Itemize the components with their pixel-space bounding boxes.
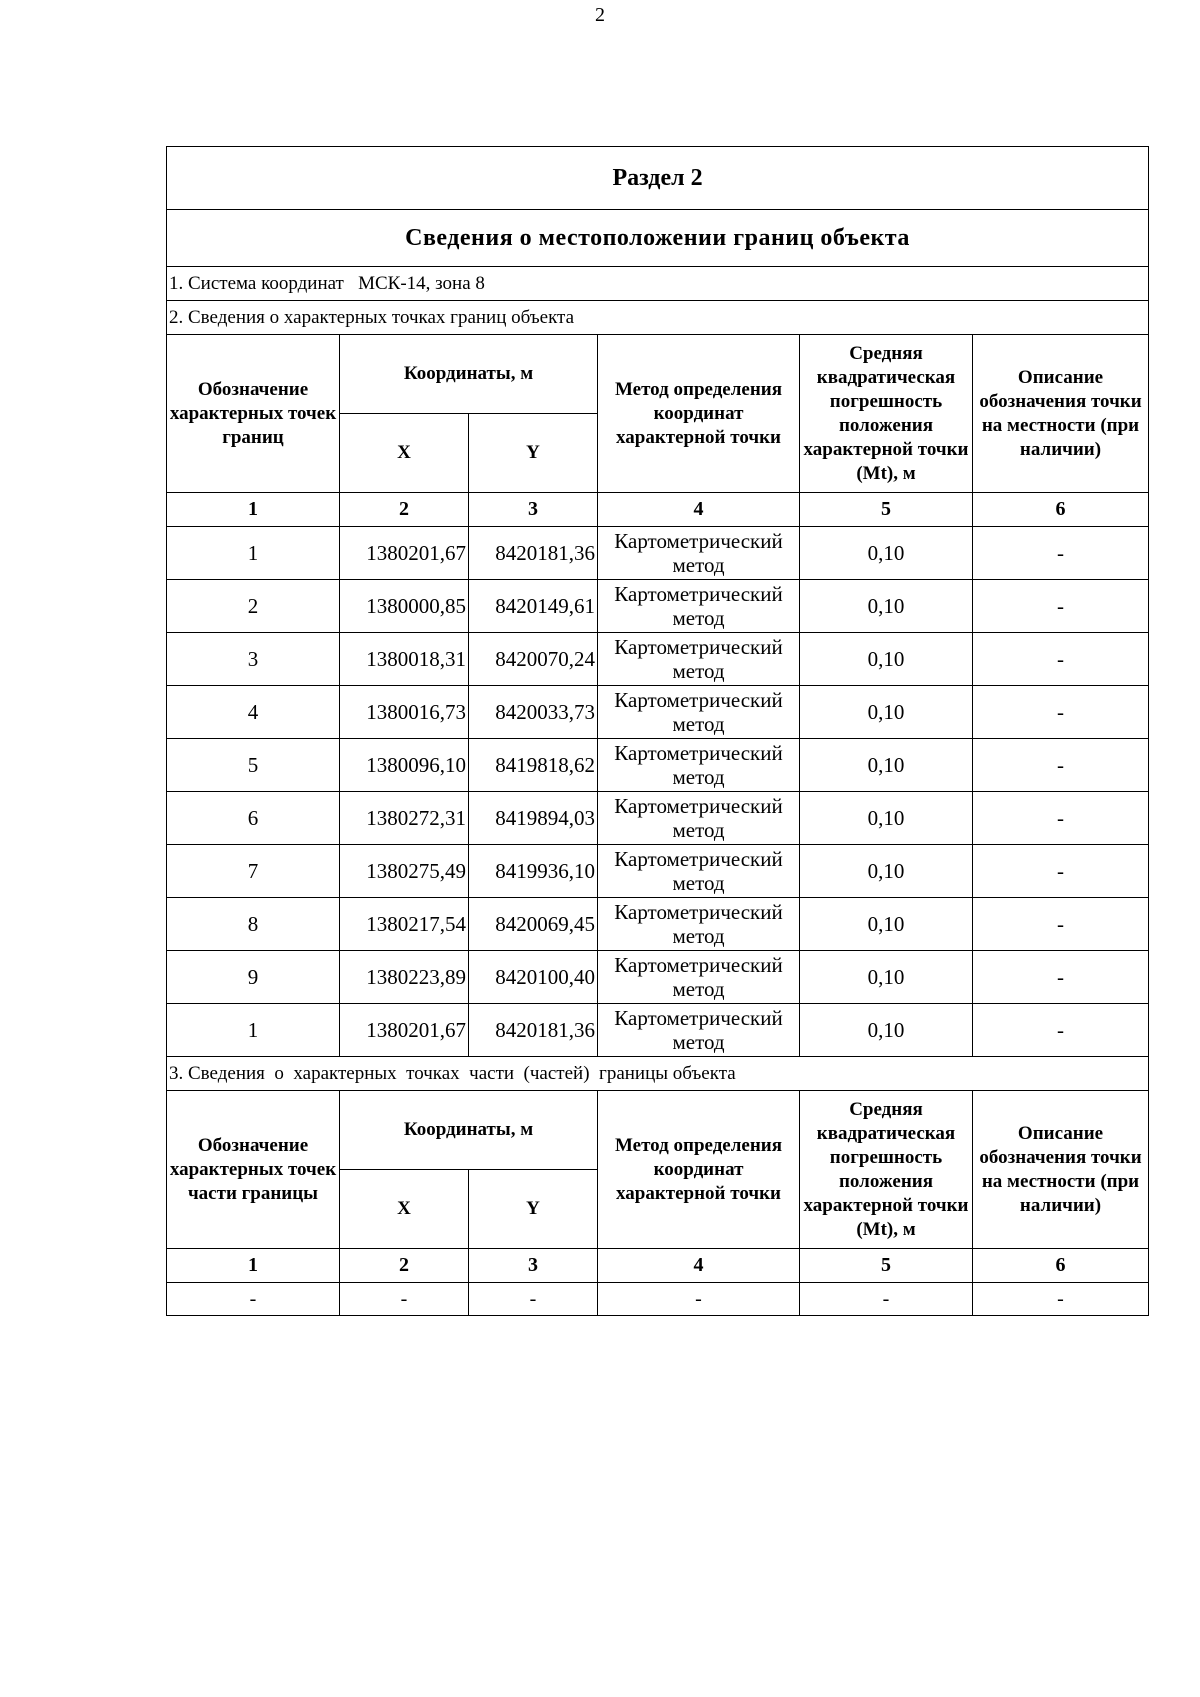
point-id: 4 bbox=[167, 686, 340, 739]
column-number: 5 bbox=[800, 1249, 973, 1283]
point-method bbox=[598, 527, 800, 580]
method-line1: Картометрический bbox=[614, 688, 783, 712]
point-x: 1380096,10 bbox=[340, 739, 469, 792]
column-number: 6 bbox=[973, 493, 1149, 527]
header-y: Y bbox=[469, 1170, 598, 1249]
point-method bbox=[598, 686, 800, 739]
header-method: Метод определения координат характерной точки bbox=[598, 335, 800, 493]
point-description: - bbox=[973, 1004, 1149, 1057]
header-method: Метод определения координат характерной точки bbox=[598, 1091, 800, 1249]
point-description: - bbox=[973, 633, 1149, 686]
table-row bbox=[167, 1004, 1149, 1057]
point-error: 0,10 bbox=[800, 527, 973, 580]
table-row bbox=[167, 633, 1149, 686]
header-description: Описание обозначения точки на местности (при наличии) bbox=[973, 335, 1149, 493]
point-method bbox=[598, 792, 800, 845]
point-description: - bbox=[973, 792, 1149, 845]
point-y: 8420181,36 bbox=[469, 1004, 598, 1057]
point-method bbox=[598, 898, 800, 951]
point-error: 0,10 bbox=[800, 1004, 973, 1057]
method-line2: метод bbox=[672, 765, 725, 789]
point-description: - bbox=[973, 951, 1149, 1004]
method-line2: метод bbox=[672, 659, 725, 683]
point-y: 8420070,24 bbox=[469, 633, 598, 686]
point-id: 8 bbox=[167, 898, 340, 951]
point-error: 0,10 bbox=[800, 951, 973, 1004]
page-number: 2 bbox=[595, 4, 605, 26]
method-line1: Картометрический bbox=[614, 582, 783, 606]
method-line1: Картометрический bbox=[614, 529, 783, 553]
method-line2: метод bbox=[672, 871, 725, 895]
point-id: 9 bbox=[167, 951, 340, 1004]
method-line2: метод bbox=[672, 818, 725, 842]
column-number: 3 bbox=[469, 493, 598, 527]
column-number: 1 bbox=[167, 493, 340, 527]
table-row bbox=[167, 580, 1149, 633]
points-heading: 2. Сведения о характерных точках границ объекта bbox=[167, 301, 1149, 335]
point-description: - bbox=[973, 580, 1149, 633]
method-line1: Картометрический bbox=[614, 635, 783, 659]
point-x: 1380201,67 bbox=[340, 1004, 469, 1057]
empty-cell: - bbox=[167, 1283, 340, 1316]
point-x: 1380000,85 bbox=[340, 580, 469, 633]
point-error: 0,10 bbox=[800, 898, 973, 951]
table-row bbox=[167, 1283, 1149, 1316]
method-line2: метод bbox=[672, 924, 725, 948]
point-y: 8420100,40 bbox=[469, 951, 598, 1004]
point-y: 8420181,36 bbox=[469, 527, 598, 580]
point-description: - bbox=[973, 686, 1149, 739]
header-error: Средняя квадратическая погрешность положения характерной точки (Mt), м bbox=[800, 1091, 973, 1249]
header-description: Описание обозначения точки на местности (при наличии) bbox=[973, 1091, 1149, 1249]
header-x: X bbox=[340, 1170, 469, 1249]
method-line2: метод bbox=[672, 1030, 725, 1054]
column-number: 4 bbox=[598, 493, 800, 527]
column-number: 3 bbox=[469, 1249, 598, 1283]
point-x: 1380275,49 bbox=[340, 845, 469, 898]
point-y: 8419894,03 bbox=[469, 792, 598, 845]
point-y: 8420033,73 bbox=[469, 686, 598, 739]
header-point-designation: Обозначение характерных точек границ bbox=[167, 335, 340, 493]
point-description: - bbox=[973, 739, 1149, 792]
point-y: 8419936,10 bbox=[469, 845, 598, 898]
point-error: 0,10 bbox=[800, 580, 973, 633]
method-line2: метод bbox=[672, 606, 725, 630]
table-row bbox=[167, 845, 1149, 898]
point-y: 8419818,62 bbox=[469, 739, 598, 792]
method-line1: Картометрический bbox=[614, 741, 783, 765]
header-coordinates: Координаты, м bbox=[340, 335, 598, 414]
point-error: 0,10 bbox=[800, 845, 973, 898]
point-id: 1 bbox=[167, 1004, 340, 1057]
point-id: 3 bbox=[167, 633, 340, 686]
point-x: 1380272,31 bbox=[340, 792, 469, 845]
table-row bbox=[167, 527, 1149, 580]
point-x: 1380217,54 bbox=[340, 898, 469, 951]
header-x: X bbox=[340, 414, 469, 493]
method-line1: Картометрический bbox=[614, 794, 783, 818]
method-line2: метод bbox=[672, 553, 725, 577]
point-description: - bbox=[973, 527, 1149, 580]
point-id: 1 bbox=[167, 527, 340, 580]
point-x: 1380223,89 bbox=[340, 951, 469, 1004]
coordinate-system: 1. Система координат МСК-14, зона 8 bbox=[167, 267, 1149, 301]
point-method bbox=[598, 951, 800, 1004]
method-line1: Картометрический bbox=[614, 953, 783, 977]
point-method bbox=[598, 1004, 800, 1057]
column-number: 6 bbox=[973, 1249, 1149, 1283]
empty-cell: - bbox=[800, 1283, 973, 1316]
boundary-table bbox=[166, 146, 1149, 1316]
point-error: 0,10 bbox=[800, 633, 973, 686]
point-error: 0,10 bbox=[800, 686, 973, 739]
point-y: 8420149,61 bbox=[469, 580, 598, 633]
point-x: 1380201,67 bbox=[340, 527, 469, 580]
point-id: 2 bbox=[167, 580, 340, 633]
header-part-point-designation: Обозначение характерных точек части границы bbox=[167, 1091, 340, 1249]
point-y: 8420069,45 bbox=[469, 898, 598, 951]
column-number-row bbox=[167, 1249, 1149, 1283]
column-number-row bbox=[167, 493, 1149, 527]
empty-cell: - bbox=[598, 1283, 800, 1316]
table-row bbox=[167, 686, 1149, 739]
point-id: 7 bbox=[167, 845, 340, 898]
section-subtitle: Сведения о местоположении границ объекта bbox=[167, 210, 1149, 267]
point-description: - bbox=[973, 898, 1149, 951]
header-y: Y bbox=[469, 414, 598, 493]
point-error: 0,10 bbox=[800, 739, 973, 792]
point-x: 1380016,73 bbox=[340, 686, 469, 739]
column-number: 1 bbox=[167, 1249, 340, 1283]
header-coordinates: Координаты, м bbox=[340, 1091, 598, 1170]
section-title: Раздел 2 bbox=[167, 147, 1149, 210]
point-method bbox=[598, 633, 800, 686]
method-line2: метод bbox=[672, 977, 725, 1001]
point-id: 6 bbox=[167, 792, 340, 845]
table-row bbox=[167, 792, 1149, 845]
method-line1: Картометрический bbox=[614, 1006, 783, 1030]
column-number: 2 bbox=[340, 1249, 469, 1283]
table-row bbox=[167, 951, 1149, 1004]
empty-cell: - bbox=[469, 1283, 598, 1316]
point-id: 5 bbox=[167, 739, 340, 792]
method-line2: метод bbox=[672, 712, 725, 736]
column-number: 5 bbox=[800, 493, 973, 527]
point-method bbox=[598, 845, 800, 898]
empty-cell: - bbox=[340, 1283, 469, 1316]
table-row bbox=[167, 898, 1149, 951]
table-row bbox=[167, 739, 1149, 792]
column-number: 2 bbox=[340, 493, 469, 527]
point-method bbox=[598, 739, 800, 792]
point-method bbox=[598, 580, 800, 633]
parts-heading: 3. Сведения о характерных точках части (частей) границы объекта bbox=[167, 1057, 1149, 1091]
header-error: Средняя квадратическая погрешность положения характерной точки (Mt), м bbox=[800, 335, 973, 493]
point-error: 0,10 bbox=[800, 792, 973, 845]
empty-cell: - bbox=[973, 1283, 1149, 1316]
method-line1: Картометрический bbox=[614, 900, 783, 924]
point-description: - bbox=[973, 845, 1149, 898]
point-x: 1380018,31 bbox=[340, 633, 469, 686]
method-line1: Картометрический bbox=[614, 847, 783, 871]
column-number: 4 bbox=[598, 1249, 800, 1283]
